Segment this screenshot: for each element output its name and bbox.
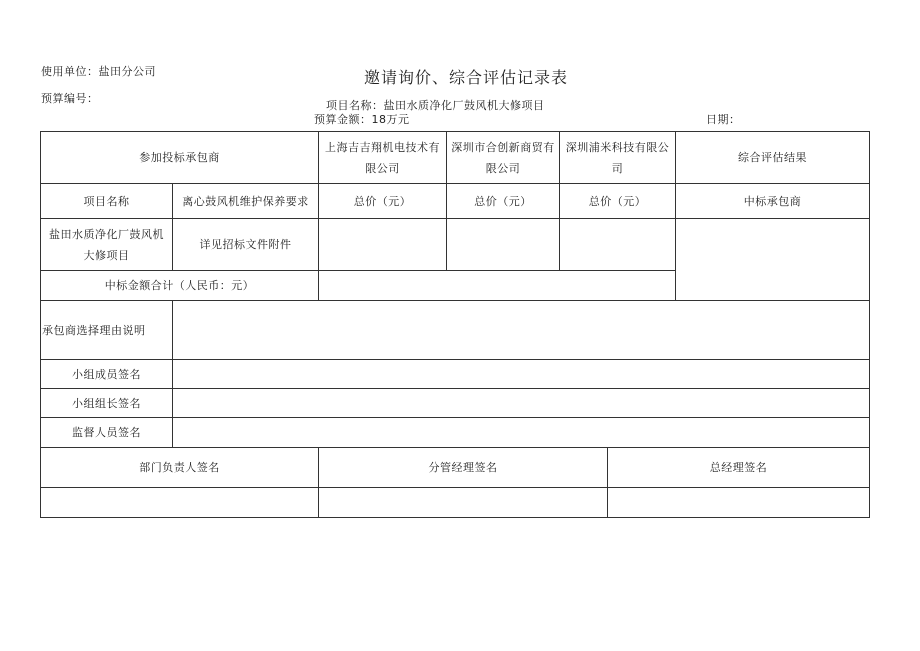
price-cell-1[interactable] [319,219,446,270]
winning-contractor-cell[interactable] [676,219,869,300]
dept-head-sign-label: 部门负责人签名 [139,461,220,474]
total-price-2: 总价（元） [474,194,532,208]
item-name-label: 项目名称 [83,194,130,208]
see-attachment-text: 详见招标文件附件 [199,238,292,251]
project-name-value: 盐田水质净化厂鼓风机大修项目 [49,227,164,262]
price-cell-2[interactable] [447,219,559,270]
bidder-2-name: 深圳市合创新商贸有限公司 [451,140,555,175]
general-manager-sign-label: 总经理签名 [709,461,768,474]
bidder-3-name: 深圳浦米科技有限公司 [565,140,670,175]
page-title: 邀请询价、综合评估记录表 [364,68,569,87]
maintenance-requirement-label: 离心鼓风机维护保养要求 [182,194,309,208]
branch-manager-sign-cell[interactable] [319,488,607,517]
selection-reason-cell[interactable] [173,301,869,359]
winning-total-label: 中标金额合计（人民币：元） [104,279,255,292]
member-sign-label: 小组成员签名 [72,367,141,381]
project-name: 项目名称：盐田水质净化厂鼓风机大修项目 [326,99,545,112]
date-label: 日期： [706,113,741,126]
bidder-1-name: 上海吉吉翔机电技术有限公司 [325,140,440,175]
bidders-label: 参加投标承包商 [139,151,220,164]
supervisor-sign-label: 监督人员签名 [72,426,141,439]
winning-contractor-label: 中标承包商 [743,194,802,208]
total-price-1: 总价（元） [353,194,412,208]
dept-head-sign-cell[interactable] [41,488,318,517]
leader-sign-label: 小组组长签名 [72,396,141,410]
budget-amount: 预算金额：18万元 [314,113,410,126]
evaluation-result-label: 综合评估结果 [738,151,807,164]
price-cell-3[interactable] [560,219,675,270]
budget-number-label: 预算编号： [41,92,99,105]
winning-total-cell[interactable] [319,271,675,300]
selection-reason-label: 承包商选择理由说明 [42,323,146,337]
general-manager-sign-cell[interactable] [608,488,869,517]
leader-sign-cell[interactable] [173,389,869,417]
using-unit: 使用单位：盐田分公司 [41,65,156,78]
supervisor-sign-cell[interactable] [173,418,869,447]
member-sign-cell[interactable] [173,360,869,388]
total-price-3: 总价（元） [588,194,647,208]
branch-manager-sign-label: 分管经理签名 [428,461,498,474]
